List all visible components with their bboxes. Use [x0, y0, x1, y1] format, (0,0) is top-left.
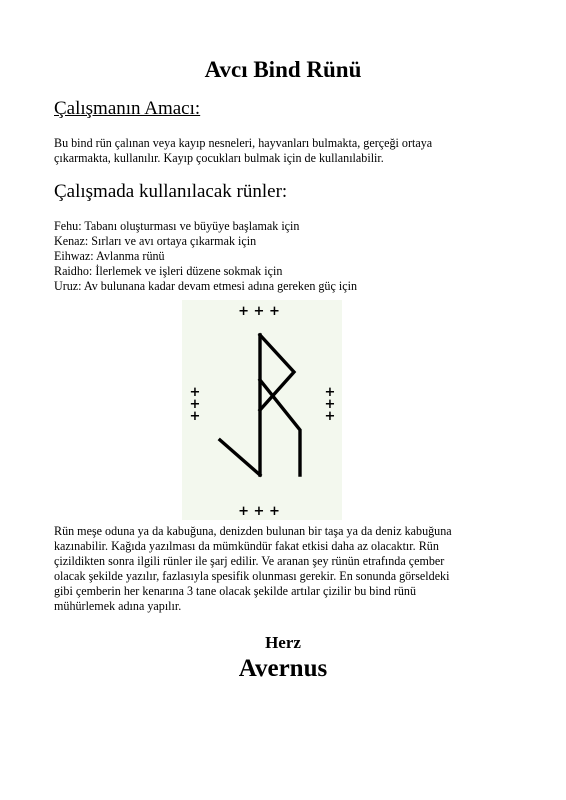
left-plus-mark: +: [189, 397, 201, 412]
kenaz-leg: [260, 380, 300, 475]
rune-strokes: [220, 335, 300, 475]
body-line: Rün meşe oduna ya da kabuğuna, denizden bulunan bir taşa ya da deniz kabuğuna: [54, 524, 452, 538]
bottom-plus-marks: + + +: [238, 504, 280, 519]
purpose-line: çıkarmakta, kullanılır. Kayıp çocukları bulmak için de kullanılabilir.: [54, 151, 384, 165]
bind-rune-figure: [182, 300, 342, 520]
rune-list-item: Raidho: İlerlemek ve işleri düzene sokmak için: [54, 264, 283, 278]
bind-rune-svg: [182, 300, 342, 520]
signature-line-1: Herz: [265, 633, 301, 652]
section-purpose-heading: Çalışmanın Amacı:: [54, 98, 201, 119]
left-plus-mark: +: [189, 409, 201, 424]
left-plus-mark: +: [189, 385, 201, 400]
rune-list-item: Eihwaz: Avlanma rünü: [54, 249, 165, 263]
signature-line-2: Avernus: [238, 655, 328, 682]
body-line: gibi çemberin her kenarına 3 tane olacak şekilde artılar çizilir bu bind rünü: [54, 584, 416, 598]
purpose-paragraph: [54, 136, 524, 166]
right-plus-mark: +: [324, 409, 336, 424]
top-plus-marks: + + +: [238, 304, 280, 319]
rune-list: [54, 219, 524, 294]
body-line: çizildikten sonra ilgili rünler ile şarj edilir. Ve aranan şey rünün etrafında çember: [54, 554, 445, 568]
rune-list-item: Uruz: Av bulunana kadar devam etmesi adına gereken güç için: [54, 279, 358, 293]
page-title: Avcı Bind Rünü: [204, 57, 362, 82]
fehu-base: [220, 440, 260, 475]
body-line: kazınabilir. Kağıda yazılması da mümkündür fakat etkisi daha az olacaktır. Rün: [54, 539, 439, 553]
body-line: olacak şekilde yazılır, fazlasıyla spesifik olunması gerekir. En sonunda görseldeki: [54, 569, 450, 583]
instructions-paragraph: [54, 524, 524, 614]
rune-list-item: Fehu: Tabanı oluşturması ve büyüye başlamak için: [54, 219, 300, 233]
right-plus-mark: +: [324, 385, 336, 400]
purpose-line: Bu bind rün çalınan veya kayıp nesneleri, hayvanları bulmakta, gerçeği ortaya: [54, 136, 433, 150]
section-runes-heading: Çalışmada kullanılacak rünler:: [54, 181, 288, 202]
rune-list-item: Kenaz: Sırları ve avı ortaya çıkarmak için: [54, 234, 257, 248]
right-plus-mark: +: [324, 397, 336, 412]
body-line: mühürlemek adına yapılır.: [54, 599, 182, 613]
